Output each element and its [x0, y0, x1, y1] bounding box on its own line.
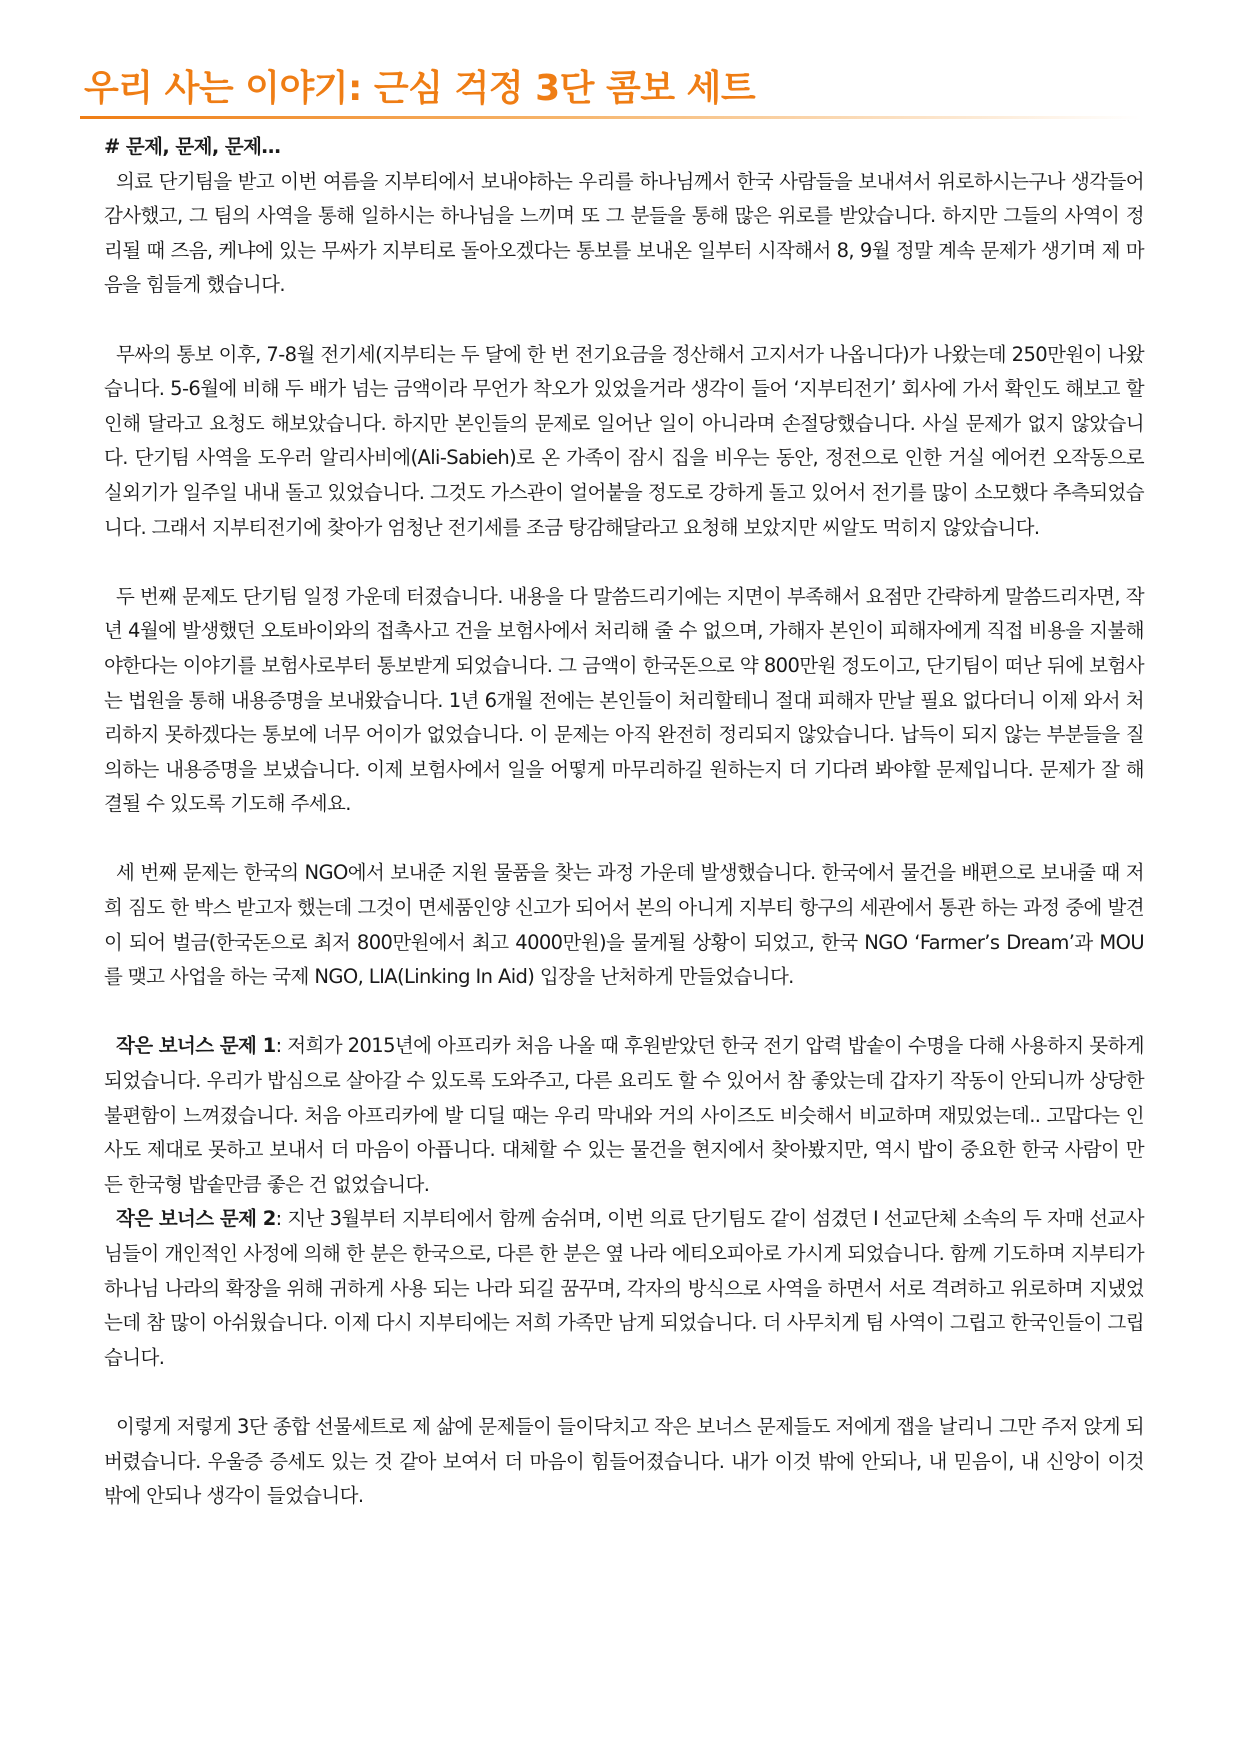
paragraph-conclusion: 이렇게 저렇게 3단 종합 선물세트로 제 삶에 문제들이 들이닥치고 작은 보너스 문제들도 저에게 잽을 날리니 그만 주저 앉게 되버렸습니다. 우울증 증세도 있는 것 같아 보여서 더 마음이 힘들어졌습니다. 내가 이것 밖에 안되나, 내 믿음이, 내 신앙이 이것 밖에 안되나 생각이 들었습니다.	[104, 1414, 1144, 1508]
bonus-2-text: : 지난 3월부터 지부티에서 함께 숨쉬며, 이번 의료 단기팀도 같이 섬겼던 I 선교단체 소속의 두 자매 선교사님들이 개인적인 사정에 의해 한 분은 한국으로, 다른 한 분은 옆 나라 에티오피아로 가시게 되었습니다. 함께 기도하며 지부티가 하나님 나라의 확장을 위해 귀하게 사용 되는 나라 되길 꿈꾸며, 각자의 방식으로 사역을 하면서 서로 격려하고 위로하며 지냈었는데 참 많이 아쉬웠습니다. 이제 다시 지부티에는 저희 가족만 남게 되었습니다. 더 사무치게 팀 사역이 그립고 한국인들이 그립습니다.	[104, 1207, 1144, 1369]
bonus-2-label: 작은 보너스 문제 2	[116, 1207, 276, 1231]
paragraph-electricity: 무싸의 통보 이후, 7-8월 전기세(지부티는 두 달에 한 번 전기요금을 정산해서 고지서가 나옵니다)가 나왔는데 250만원이 나왔습니다. 5-6월에 비해 두 배가 넘는 금액이라 무언가 착오가 있었을거라 생각이 들어 ‘지부티전기’ 회사에 가서 확인도 해보고 할인해 달라고 요청도 해보았습니다. 하지만 본인들의 문제로 일어난 일이 아니라며 손절당했습니다. 사실 문제가 없지 않았습니다. 단기팀 사역을 도우러 알리사비에(Ali-Sabieh)로 온 가족이 잠시 집을 비우는 동안, 정전으로 인한 거실 에어컨 오작동으로 실외기가 일주일 내내 돌고 있었습니다. 그것도 가스관이 얼어붙을 정도로 강하게 돌고 있어서 전기를 많이 소모했다 추측되었습니다. 그래서 지부티전기에 찾아가 엄청난 전기세를 조금 탕감해달라고 요청해 보았지만 씨알도 먹히지 않았습니다.	[104, 342, 1144, 539]
section-heading: # 문제, 문제, 문제…	[104, 135, 281, 158]
page-title: 우리 사는 이야기: 근심 걱정 3단 콤보 세트	[84, 68, 756, 109]
paragraph-intro: 의료 단기팀을 받고 이번 여름을 지부티에서 보내야하는 우리를 하나님께서 한국 사람들을 보내셔서 위로하시는구나 생각들어 감사했고, 그 팀의 사역을 통해 일하시는 하나님을 느끼며 또 그 분들을 통해 많은 위로를 받았습니다. 하지만 그들의 사역이 정리될 때 즈음, 케냐에 있는 무싸가 지부티로 돌아오겠다는 통보를 보내온 일부터 시작해서 8, 9월 정말 계속 문제가 생기며 제 마음을 힘들게 했습니다.	[104, 169, 1144, 297]
bonus-1-text: : 저희가 2015년에 아프리카 처음 나올 때 후원받았던 한국 전기 압력 밥솥이 수명을 다해 사용하지 못하게 되었습니다. 우리가 밥심으로 살아갈 수 있도록 도와주고, 다른 요리도 할 수 있어서 참 좋았는데 갑자기 작동이 안되니까 상당한 불편함이 느껴졌습니다. 처음 아프리카에 발 디딜 때는 우리 막내와 거의 사이즈도 비슷해서 비교하며 재밌었는데.. 고맙다는 인사도 제대로 못하고 보내서 더 마음이 아픕니다. 대체할 수 있는 물건을 현지에서 찾아봤지만, 역시 밥이 중요한 한국 사람이 만든 한국형 밥솥만큼 좋은 건 없었습니다.	[104, 1034, 1145, 1196]
title-underline	[80, 116, 1140, 119]
paragraph-bonus-2	[104, 1202, 1144, 1375]
paragraph-customs: 세 번째 문제는 한국의 NGO에서 보내준 지원 물품을 찾는 과정 가운데 발생했습니다. 한국에서 물건을 배편으로 보내줄 때 저희 짐도 한 박스 받고자 했는데 그것이 면세품인양 신고가 되어서 본의 아니게 지부티 항구의 세관에서 통관 하는 과정 중에 발견이 되어 벌금(한국돈으로 최저 800만원에서 최고 4000만원)을 물게될 상황이 되었고, 한국 NGO ‘Farmer’s Dream’과 MOU를 맺고 사업을 하는 국제 NGO, LIA(Linking In Aid) 입장을 난처하게 만들었습니다.	[104, 861, 1144, 989]
paragraph-bonus-1	[104, 1029, 1144, 1202]
paragraph-insurance: 두 번째 문제도 단기팀 일정 가운데 터졌습니다. 내용을 다 말씀드리기에는 지면이 부족해서 요점만 간략하게 말씀드리자면, 작년 4월에 발생했던 오토바이와의 접촉사고 건을 보험사에서 처리해 줄 수 없으며, 가해자 본인이 피해자에게 직접 비용을 지불해야한다는 이야기를 보험사로부터 통보받게 되었습니다. 그 금액이 한국돈으로 약 800만원 정도이고, 단기팀이 떠난 뒤에 보험사는 법원을 통해 내용증명을 보내왔습니다. 1년 6개월 전에는 본인들이 처리할테니 절대 피해자 만날 필요 없다더니 이제 와서 처리하지 못하겠다는 통보에 너무 어이가 없었습니다. 이 문제는 아직 완전히 정리되지 않았습니다. 납득이 되지 않는 부분들을 질의하는 내용증명을 보냈습니다. 이제 보험사에서 일을 어떻게 마무리하길 원하는지 더 기다려 봐야할 문제입니다. 문제가 잘 해결될 수 있도록 기도해 주세요.	[104, 584, 1144, 816]
bonus-1-label: 작은 보너스 문제 1	[116, 1034, 276, 1058]
article-body	[104, 130, 1144, 1514]
